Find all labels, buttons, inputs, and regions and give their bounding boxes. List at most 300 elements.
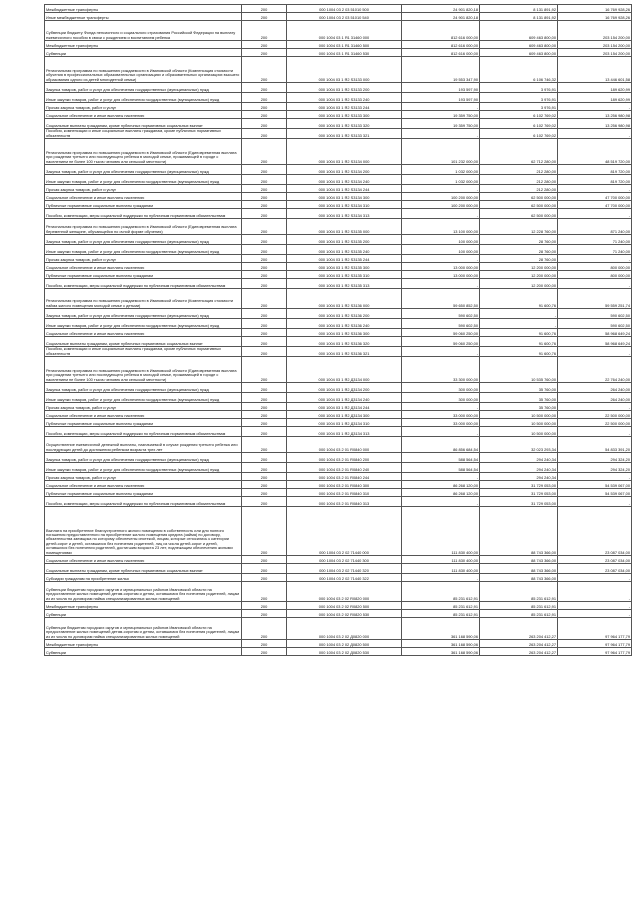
row-approved: - bbox=[402, 347, 480, 357]
row-executed: 12 228 760,00 bbox=[480, 219, 558, 235]
table-row bbox=[45, 83, 632, 93]
row-approved: - bbox=[402, 103, 480, 111]
row-approved: - bbox=[402, 209, 480, 219]
row-code: 200 bbox=[242, 610, 287, 618]
row-approved: 33 300 000,00 bbox=[402, 357, 480, 383]
row-executed: 212 280,00 bbox=[480, 175, 558, 185]
row-approved: 812 616 000,00 bbox=[402, 41, 480, 49]
row-unexecuted: - bbox=[558, 279, 632, 289]
row-approved: 13 000 000,00 bbox=[402, 263, 480, 271]
row-kbk: 000 1004 03 2 02 71440 000 bbox=[287, 507, 402, 556]
row-code: 200 bbox=[242, 507, 287, 556]
row-code: 200 bbox=[242, 453, 287, 463]
row-executed: 263 204 412,27 bbox=[480, 618, 558, 640]
row-executed: 6 102 769,02 bbox=[480, 119, 558, 129]
table-body bbox=[45, 5, 632, 656]
table-row bbox=[45, 57, 632, 83]
row-kbk: 000 1004 03 1 Я2 S3134 000 bbox=[287, 139, 402, 165]
row-code: 200 bbox=[242, 279, 287, 289]
row-approved: 590 602,50 bbox=[402, 309, 480, 319]
row-approved: 59 060 250,00 bbox=[402, 329, 480, 337]
row-code: 200 bbox=[242, 255, 287, 263]
row-unexecuted: 59 559 251,74 bbox=[558, 289, 632, 309]
row-name: Социальное обеспечение и иные выплаты населению bbox=[45, 263, 242, 271]
row-kbk: 000 1004 03 2 01 R0840 310 bbox=[287, 489, 402, 497]
row-approved: 100 000,00 bbox=[402, 245, 480, 255]
row-kbk: 000 1004 03 1 Я2 Д3134 313 bbox=[287, 427, 402, 437]
row-name: Иные закупки товаров, работ и услуг для обеспечения государственных (муниципальных) нужд bbox=[45, 319, 242, 329]
row-code: 200 bbox=[242, 463, 287, 473]
row-executed: 6 102 769,02 bbox=[480, 111, 558, 119]
row-executed: 10 535 760,00 bbox=[480, 357, 558, 383]
table-row bbox=[45, 453, 632, 463]
row-name: Межбюджетные трансферты bbox=[45, 602, 242, 610]
row-name: Публичные нормативные социальные выплаты гражданам bbox=[45, 419, 242, 427]
row-approved: 13 000 000,00 bbox=[402, 271, 480, 279]
row-code: 200 bbox=[242, 556, 287, 564]
row-executed: - bbox=[480, 319, 558, 329]
table-row bbox=[45, 271, 632, 279]
row-unexecuted: - bbox=[558, 497, 632, 507]
table-row bbox=[45, 119, 632, 129]
row-unexecuted: 71 240,00 bbox=[558, 235, 632, 245]
table-row bbox=[45, 610, 632, 618]
row-kbk: 000 1004 03 1 Я2 S3133 200 bbox=[287, 83, 402, 93]
row-code: 200 bbox=[242, 393, 287, 403]
row-code: 200 bbox=[242, 437, 287, 453]
row-kbk: 000 1004 03 1 Я2 S3135 313 bbox=[287, 279, 402, 289]
table-row bbox=[45, 219, 632, 235]
row-executed: 32 023 293,34 bbox=[480, 437, 558, 453]
row-name: Субвенции bbox=[45, 49, 242, 57]
row-executed: 3 976,91 bbox=[480, 93, 558, 103]
row-approved: 300 000,00 bbox=[402, 383, 480, 393]
row-kbk: 000 1004 03 1 Я2 Д3134 244 bbox=[287, 403, 402, 411]
row-approved: 361 168 590,06 bbox=[402, 648, 480, 656]
row-name: Публичные нормативные социальные выплаты гражданам bbox=[45, 489, 242, 497]
table-row bbox=[45, 289, 632, 309]
table-row bbox=[45, 357, 632, 383]
table-row bbox=[45, 337, 632, 347]
row-unexecuted: 22 500 000,00 bbox=[558, 411, 632, 419]
row-code: 200 bbox=[242, 289, 287, 309]
row-approved: 590 602,50 bbox=[402, 319, 480, 329]
row-code: 200 bbox=[242, 574, 287, 582]
row-kbk: 000 1004 03 1 Я2 S3134 244 bbox=[287, 185, 402, 193]
table-row bbox=[45, 329, 632, 337]
row-unexecuted: 189 620,99 bbox=[558, 93, 632, 103]
row-name: Прочая закупка товаров, работ и услуг bbox=[45, 403, 242, 411]
row-approved: 361 168 590,06 bbox=[402, 618, 480, 640]
row-executed: 10 500 000,00 bbox=[480, 411, 558, 419]
row-unexecuted: - bbox=[558, 473, 632, 481]
row-approved: - bbox=[402, 473, 480, 481]
row-executed: 10 500 000,00 bbox=[480, 419, 558, 427]
row-approved: 86 268 120,00 bbox=[402, 489, 480, 497]
row-unexecuted: 800 000,00 bbox=[558, 271, 632, 279]
row-approved: 19 359 750,00 bbox=[402, 119, 480, 129]
row-executed: 35 760,00 bbox=[480, 393, 558, 403]
budget-table bbox=[44, 4, 632, 656]
table-row bbox=[45, 602, 632, 610]
row-code: 200 bbox=[242, 329, 287, 337]
row-unexecuted: 13 446 601,58 bbox=[558, 57, 632, 83]
row-approved: - bbox=[402, 427, 480, 437]
row-code: 200 bbox=[242, 235, 287, 245]
row-kbk: 000 1004 03 1 Я2 Д3134 300 bbox=[287, 411, 402, 419]
row-approved: 100 200 000,00 bbox=[402, 193, 480, 201]
row-kbk: 000 1004 03 1 Я2 S3135 244 bbox=[287, 255, 402, 263]
row-code: 200 bbox=[242, 640, 287, 648]
row-name: Пособия, компенсации, меры социальной поддержки по публичным нормативным обязательствам bbox=[45, 279, 242, 289]
row-executed: 62 500 000,00 bbox=[480, 209, 558, 219]
row-unexecuted: 800 000,00 bbox=[558, 263, 632, 271]
table-row bbox=[45, 319, 632, 329]
row-kbk: 000 1004 03 1 Я2 Д3134 310 bbox=[287, 419, 402, 427]
row-unexecuted: 58 968 649,24 bbox=[558, 329, 632, 337]
row-executed: 263 204 412,27 bbox=[480, 640, 558, 648]
row-approved: 85 231 612,91 bbox=[402, 582, 480, 602]
row-kbk: 000 1004 03 1 Я2 S3135 240 bbox=[287, 245, 402, 255]
row-code: 200 bbox=[242, 309, 287, 319]
table-row bbox=[45, 564, 632, 574]
row-kbk: 000 1004 03 2 01 R0840 300 bbox=[287, 481, 402, 489]
row-executed: - bbox=[480, 309, 558, 319]
row-code: 200 bbox=[242, 111, 287, 119]
table-row bbox=[45, 201, 632, 209]
table-row bbox=[45, 5, 632, 13]
row-executed: 12 200 000,00 bbox=[480, 279, 558, 289]
row-unexecuted: - bbox=[558, 185, 632, 193]
row-kbk: 000 1004 03 1 Я2 S3136 321 bbox=[287, 347, 402, 357]
table-row bbox=[45, 648, 632, 656]
row-code: 200 bbox=[242, 271, 287, 279]
row-unexecuted: 264 240,00 bbox=[558, 383, 632, 393]
row-code: 200 bbox=[242, 103, 287, 111]
row-unexecuted: 97 964 177,79 bbox=[558, 640, 632, 648]
row-executed: 28 760,00 bbox=[480, 245, 558, 255]
row-unexecuted: - bbox=[558, 602, 632, 610]
row-name: Межбюджетные трансферты bbox=[45, 640, 242, 648]
row-unexecuted: 203 154 200,00 bbox=[558, 41, 632, 49]
row-name: Иные закупки товаров, работ и услуг для обеспечения государственных (муниципальных) нужд bbox=[45, 175, 242, 185]
row-kbk: 000 1004 03 2 03 51010 540 bbox=[287, 13, 402, 21]
row-executed: 294 240,34 bbox=[480, 473, 558, 481]
row-code: 200 bbox=[242, 347, 287, 357]
row-code: 200 bbox=[242, 49, 287, 57]
row-unexecuted: 203 154 200,00 bbox=[558, 49, 632, 57]
table-row bbox=[45, 193, 632, 201]
row-approved: 24 901 820,18 bbox=[402, 13, 480, 21]
row-kbk: 000 1004 03 2 02 71440 320 bbox=[287, 564, 402, 574]
row-approved: 85 231 612,91 bbox=[402, 610, 480, 618]
row-unexecuted: - bbox=[558, 582, 632, 602]
table-row bbox=[45, 245, 632, 255]
row-kbk: 000 1004 03 1 Я2 Д3134 200 bbox=[287, 383, 402, 393]
table-row bbox=[45, 582, 632, 602]
row-code: 200 bbox=[242, 219, 287, 235]
row-name: Субвенции бюджету Фонда пенсионного и социального страхования Российской Федерации на выплату ежемесячного пособия в связи с рождением и воспитанием ребенка bbox=[45, 21, 242, 41]
table-row bbox=[45, 165, 632, 175]
row-unexecuted: 294 324,20 bbox=[558, 463, 632, 473]
row-kbk: 000 1004 03 2 01 R0840 200 bbox=[287, 453, 402, 463]
row-name: Закупка товаров, работ и услуг для обеспечения государственных (муниципальных) нужд bbox=[45, 383, 242, 393]
row-name: Закупка товаров, работ и услуг для обеспечения государственных (муниципальных) нужд bbox=[45, 165, 242, 175]
table-row bbox=[45, 41, 632, 49]
row-executed: 10 500 000,00 bbox=[480, 427, 558, 437]
row-name: Субвенции бюджетам городских округов и муниципальных районов Ивановской области на предоставление жилых помещений детям-сиротам и детям, оставшимся без попечения родителей, лицам из их числа по договорам найма специализированных жилых помещений bbox=[45, 618, 242, 640]
table-row bbox=[45, 139, 632, 165]
row-executed: 609 463 800,00 bbox=[480, 41, 558, 49]
row-code: 200 bbox=[242, 93, 287, 103]
row-unexecuted: 47 700 000,00 bbox=[558, 193, 632, 201]
row-name: Субвенции bbox=[45, 648, 242, 656]
row-kbk: 000 1004 03 2 03 51010 500 bbox=[287, 5, 402, 13]
row-kbk: 000 1004 03 1 Я2 S3133 300 bbox=[287, 111, 402, 119]
row-name: Социальное обеспечение и иные выплаты населению bbox=[45, 111, 242, 119]
row-kbk: 000 1004 03 2 02 R0820 500 bbox=[287, 602, 402, 610]
row-kbk: 000 1004 03 1 Я1 31460 530 bbox=[287, 49, 402, 57]
row-unexecuted: 264 240,00 bbox=[558, 393, 632, 403]
row-kbk: 000 1004 03 1 Я2 S3134 310 bbox=[287, 201, 402, 209]
row-executed: 12 200 000,00 bbox=[480, 271, 558, 279]
table-row bbox=[45, 473, 632, 481]
row-unexecuted: 819 720,00 bbox=[558, 165, 632, 175]
row-code: 200 bbox=[242, 83, 287, 93]
row-approved: 812 616 000,00 bbox=[402, 21, 480, 41]
row-code: 200 bbox=[242, 201, 287, 209]
table-row bbox=[45, 235, 632, 245]
row-code: 200 bbox=[242, 21, 287, 41]
row-unexecuted: 13 256 980,98 bbox=[558, 111, 632, 119]
row-kbk: 000 1004 03 1 Я2 S3133 321 bbox=[287, 129, 402, 139]
row-kbk: 000 1004 03 1 Я2 S3134 200 bbox=[287, 165, 402, 175]
row-approved: 19 553 347,90 bbox=[402, 57, 480, 83]
row-code: 200 bbox=[242, 497, 287, 507]
row-unexecuted: 97 964 177,79 bbox=[558, 618, 632, 640]
table-row bbox=[45, 129, 632, 139]
row-unexecuted: 97 964 177,79 bbox=[558, 648, 632, 656]
row-approved: 13 100 000,00 bbox=[402, 219, 480, 235]
row-kbk: 000 1004 03 2 02 Д0820 530 bbox=[287, 648, 402, 656]
row-approved: 588 564,54 bbox=[402, 463, 480, 473]
row-name: Пособия, компенсации и иные социальные выплаты гражданам, кроме публичных нормативных обязательств bbox=[45, 347, 242, 357]
row-kbk: 000 1004 03 1 Я2 Д3134 000 bbox=[287, 357, 402, 383]
row-kbk: 000 1004 03 1 Я2 S3135 300 bbox=[287, 263, 402, 271]
row-executed: 28 760,00 bbox=[480, 235, 558, 245]
row-executed: 8 131 891,92 bbox=[480, 5, 558, 13]
row-kbk: 000 1004 03 2 01 R0840 244 bbox=[287, 473, 402, 481]
row-executed: 91 600,76 bbox=[480, 337, 558, 347]
table-row bbox=[45, 481, 632, 489]
row-unexecuted: - bbox=[558, 129, 632, 139]
row-executed: 85 231 612,91 bbox=[480, 602, 558, 610]
row-code: 200 bbox=[242, 419, 287, 427]
row-executed: 12 200 000,00 bbox=[480, 263, 558, 271]
table-row bbox=[45, 403, 632, 411]
row-unexecuted: - bbox=[558, 255, 632, 263]
row-code: 200 bbox=[242, 263, 287, 271]
row-approved: 101 232 000,00 bbox=[402, 139, 480, 165]
row-name: Закупка товаров, работ и услуг для обеспечения государственных (муниципальных) нужд bbox=[45, 235, 242, 245]
row-unexecuted: 590 602,50 bbox=[558, 319, 632, 329]
row-executed: 62 500 000,00 bbox=[480, 193, 558, 201]
row-approved: 111 830 400,00 bbox=[402, 564, 480, 574]
row-executed: 263 204 412,27 bbox=[480, 648, 558, 656]
row-code: 200 bbox=[242, 129, 287, 139]
row-unexecuted: 48 519 720,00 bbox=[558, 139, 632, 165]
row-kbk: 000 1004 03 1 Я1 31460 000 bbox=[287, 21, 402, 41]
table-row bbox=[45, 309, 632, 319]
row-code: 200 bbox=[242, 489, 287, 497]
row-name: Прочая закупка товаров, работ и услуг bbox=[45, 473, 242, 481]
row-kbk: 000 1004 03 2 02 R0820 530 bbox=[287, 610, 402, 618]
row-executed: 212 280,00 bbox=[480, 165, 558, 175]
row-name: Прочая закупка товаров, работ и услуг bbox=[45, 255, 242, 263]
row-kbk: 000 1004 03 1 Я2 S3135 200 bbox=[287, 235, 402, 245]
row-executed: 62 712 280,00 bbox=[480, 139, 558, 165]
row-approved: 1 032 000,00 bbox=[402, 165, 480, 175]
table-row bbox=[45, 21, 632, 41]
row-approved: 85 231 612,91 bbox=[402, 602, 480, 610]
row-approved: 300 000,00 bbox=[402, 393, 480, 403]
row-approved: 812 616 000,00 bbox=[402, 49, 480, 57]
row-approved: 59 650 852,50 bbox=[402, 289, 480, 309]
row-executed: 3 976,91 bbox=[480, 103, 558, 111]
row-kbk: 000 1004 03 1 Я2 S3136 000 bbox=[287, 289, 402, 309]
row-name: Закупка товаров, работ и услуг для обеспечения государственных (муниципальных) нужд bbox=[45, 83, 242, 93]
row-name: Региональная программа по повышению рождаемости в Ивановской области (Единовременная выплата при рождении третьего или последующего ребенка в молодой семье, проживающей в городе с населением не более 100 тысяч человек или сельской местности) bbox=[45, 139, 242, 165]
row-executed: 8 131 891,92 bbox=[480, 13, 558, 21]
table-row bbox=[45, 13, 632, 21]
row-unexecuted: - bbox=[558, 427, 632, 437]
table-row bbox=[45, 411, 632, 419]
table-row bbox=[45, 49, 632, 57]
row-approved: 100 000,00 bbox=[402, 235, 480, 245]
row-kbk: 000 1004 03 2 02 Д0820 500 bbox=[287, 640, 402, 648]
table-row bbox=[45, 463, 632, 473]
row-code: 200 bbox=[242, 403, 287, 411]
row-code: 200 bbox=[242, 602, 287, 610]
table-row bbox=[45, 175, 632, 185]
row-executed: 88 743 366,00 bbox=[480, 574, 558, 582]
row-kbk: 000 1004 03 2 02 Д0820 000 bbox=[287, 618, 402, 640]
table-row bbox=[45, 185, 632, 193]
row-code: 200 bbox=[242, 337, 287, 347]
row-name: Субсидии гражданам на приобретение жилья bbox=[45, 574, 242, 582]
row-executed: 212 280,00 bbox=[480, 185, 558, 193]
table-row bbox=[45, 489, 632, 497]
table-row bbox=[45, 419, 632, 427]
row-approved: 111 830 400,00 bbox=[402, 507, 480, 556]
row-approved: 59 060 250,00 bbox=[402, 337, 480, 347]
row-name: Пособия, компенсации, меры социальной поддержки по публичным нормативным обязательствам bbox=[45, 427, 242, 437]
row-code: 200 bbox=[242, 165, 287, 175]
row-kbk: 000 1004 03 1 Я2 S3135 310 bbox=[287, 271, 402, 279]
row-executed: 91 600,76 bbox=[480, 329, 558, 337]
table-row bbox=[45, 437, 632, 453]
row-unexecuted: - bbox=[558, 610, 632, 618]
row-code: 200 bbox=[242, 175, 287, 185]
row-kbk: 000 1004 03 1 Я2 S3136 240 bbox=[287, 319, 402, 329]
row-code: 200 bbox=[242, 57, 287, 83]
row-executed: 85 231 612,91 bbox=[480, 582, 558, 602]
table-row bbox=[45, 640, 632, 648]
row-unexecuted: 23 087 034,00 bbox=[558, 507, 632, 556]
table-row bbox=[45, 574, 632, 582]
row-executed: 85 231 612,91 bbox=[480, 610, 558, 618]
row-kbk: 000 1004 03 2 02 71440 300 bbox=[287, 556, 402, 564]
row-approved: - bbox=[402, 279, 480, 289]
row-unexecuted: 16 769 928,26 bbox=[558, 13, 632, 21]
row-name: Субвенции bbox=[45, 610, 242, 618]
row-executed: 6 106 746,32 bbox=[480, 57, 558, 83]
row-code: 200 bbox=[242, 383, 287, 393]
row-name: Публичные нормативные социальные выплаты гражданам bbox=[45, 271, 242, 279]
row-executed: 609 463 800,00 bbox=[480, 21, 558, 41]
table-row bbox=[45, 111, 632, 119]
row-name: Межбюджетные трансферты bbox=[45, 41, 242, 49]
row-code: 200 bbox=[242, 139, 287, 165]
row-kbk: 000 1004 03 1 Я2 S3135 000 bbox=[287, 219, 402, 235]
row-name: Социальное обеспечение и иные выплаты населению bbox=[45, 193, 242, 201]
row-approved: 111 830 400,00 bbox=[402, 556, 480, 564]
row-unexecuted: 22 764 240,00 bbox=[558, 357, 632, 383]
table-row bbox=[45, 209, 632, 219]
row-approved: 33 000 000,00 bbox=[402, 411, 480, 419]
row-kbk: 000 1004 03 1 Я2 S3134 313 bbox=[287, 209, 402, 219]
row-unexecuted: 16 769 928,26 bbox=[558, 5, 632, 13]
row-name: Выплата на приобретение благоустроенного жилого помещения в собственность или для полного погашения предоставленного на приобретение жилого помещения кредита (займа) по договору, обязательства заемщика по которому обеспечены ипотекой, лицам, которые относились к категории детей-сирот и детей, оставшихся без попечения родителей, лиц из числа детей-сирот и детей, оставшихся без попечения родителей, достигшим возраста 23 лет, подлежащим обеспечению жилыми помещениями bbox=[45, 507, 242, 556]
table-row bbox=[45, 279, 632, 289]
row-kbk: 000 1004 03 2 01 R0840 000 bbox=[287, 437, 402, 453]
row-kbk: 000 1004 03 1 Я2 S3136 320 bbox=[287, 337, 402, 347]
row-kbk: 000 1004 03 1 Я2 S3134 240 bbox=[287, 175, 402, 185]
row-executed: 62 500 000,00 bbox=[480, 201, 558, 209]
row-approved: 588 564,54 bbox=[402, 453, 480, 463]
row-kbk: 000 1004 03 2 01 R0840 313 bbox=[287, 497, 402, 507]
row-approved: - bbox=[402, 129, 480, 139]
table-row bbox=[45, 103, 632, 111]
table-row bbox=[45, 393, 632, 403]
row-code: 200 bbox=[242, 411, 287, 419]
row-name: Прочая закупка товаров, работ и услуг bbox=[45, 185, 242, 193]
row-name: Социальное обеспечение и иные выплаты населению bbox=[45, 411, 242, 419]
row-executed: 88 743 366,00 bbox=[480, 564, 558, 574]
row-kbk: 000 1004 03 1 Я2 S3133 240 bbox=[287, 93, 402, 103]
row-unexecuted: 54 833 391,20 bbox=[558, 437, 632, 453]
row-unexecuted: 71 240,00 bbox=[558, 245, 632, 255]
row-approved: - bbox=[402, 497, 480, 507]
row-unexecuted: 13 256 980,98 bbox=[558, 119, 632, 129]
table-row bbox=[45, 263, 632, 271]
row-executed: 294 240,34 bbox=[480, 453, 558, 463]
row-code: 200 bbox=[242, 473, 287, 481]
row-code: 200 bbox=[242, 5, 287, 13]
row-kbk: 000 1004 03 1 Я2 S3134 300 bbox=[287, 193, 402, 201]
row-code: 200 bbox=[242, 185, 287, 193]
table-row bbox=[45, 497, 632, 507]
row-unexecuted: 871 240,00 bbox=[558, 219, 632, 235]
table-row bbox=[45, 93, 632, 103]
row-executed: 35 760,00 bbox=[480, 383, 558, 393]
row-unexecuted: 58 968 649,24 bbox=[558, 337, 632, 347]
row-name: Региональная программа по повышению рождаемости в Ивановской области (Единовременная выплата беременной женщине, обучающейся по очной форме обучения) bbox=[45, 219, 242, 235]
row-code: 200 bbox=[242, 427, 287, 437]
row-executed: 35 760,00 bbox=[480, 403, 558, 411]
row-approved: 1 032 000,00 bbox=[402, 175, 480, 185]
row-name: Иные закупки товаров, работ и услуг для обеспечения государственных (муниципальных) нужд bbox=[45, 393, 242, 403]
